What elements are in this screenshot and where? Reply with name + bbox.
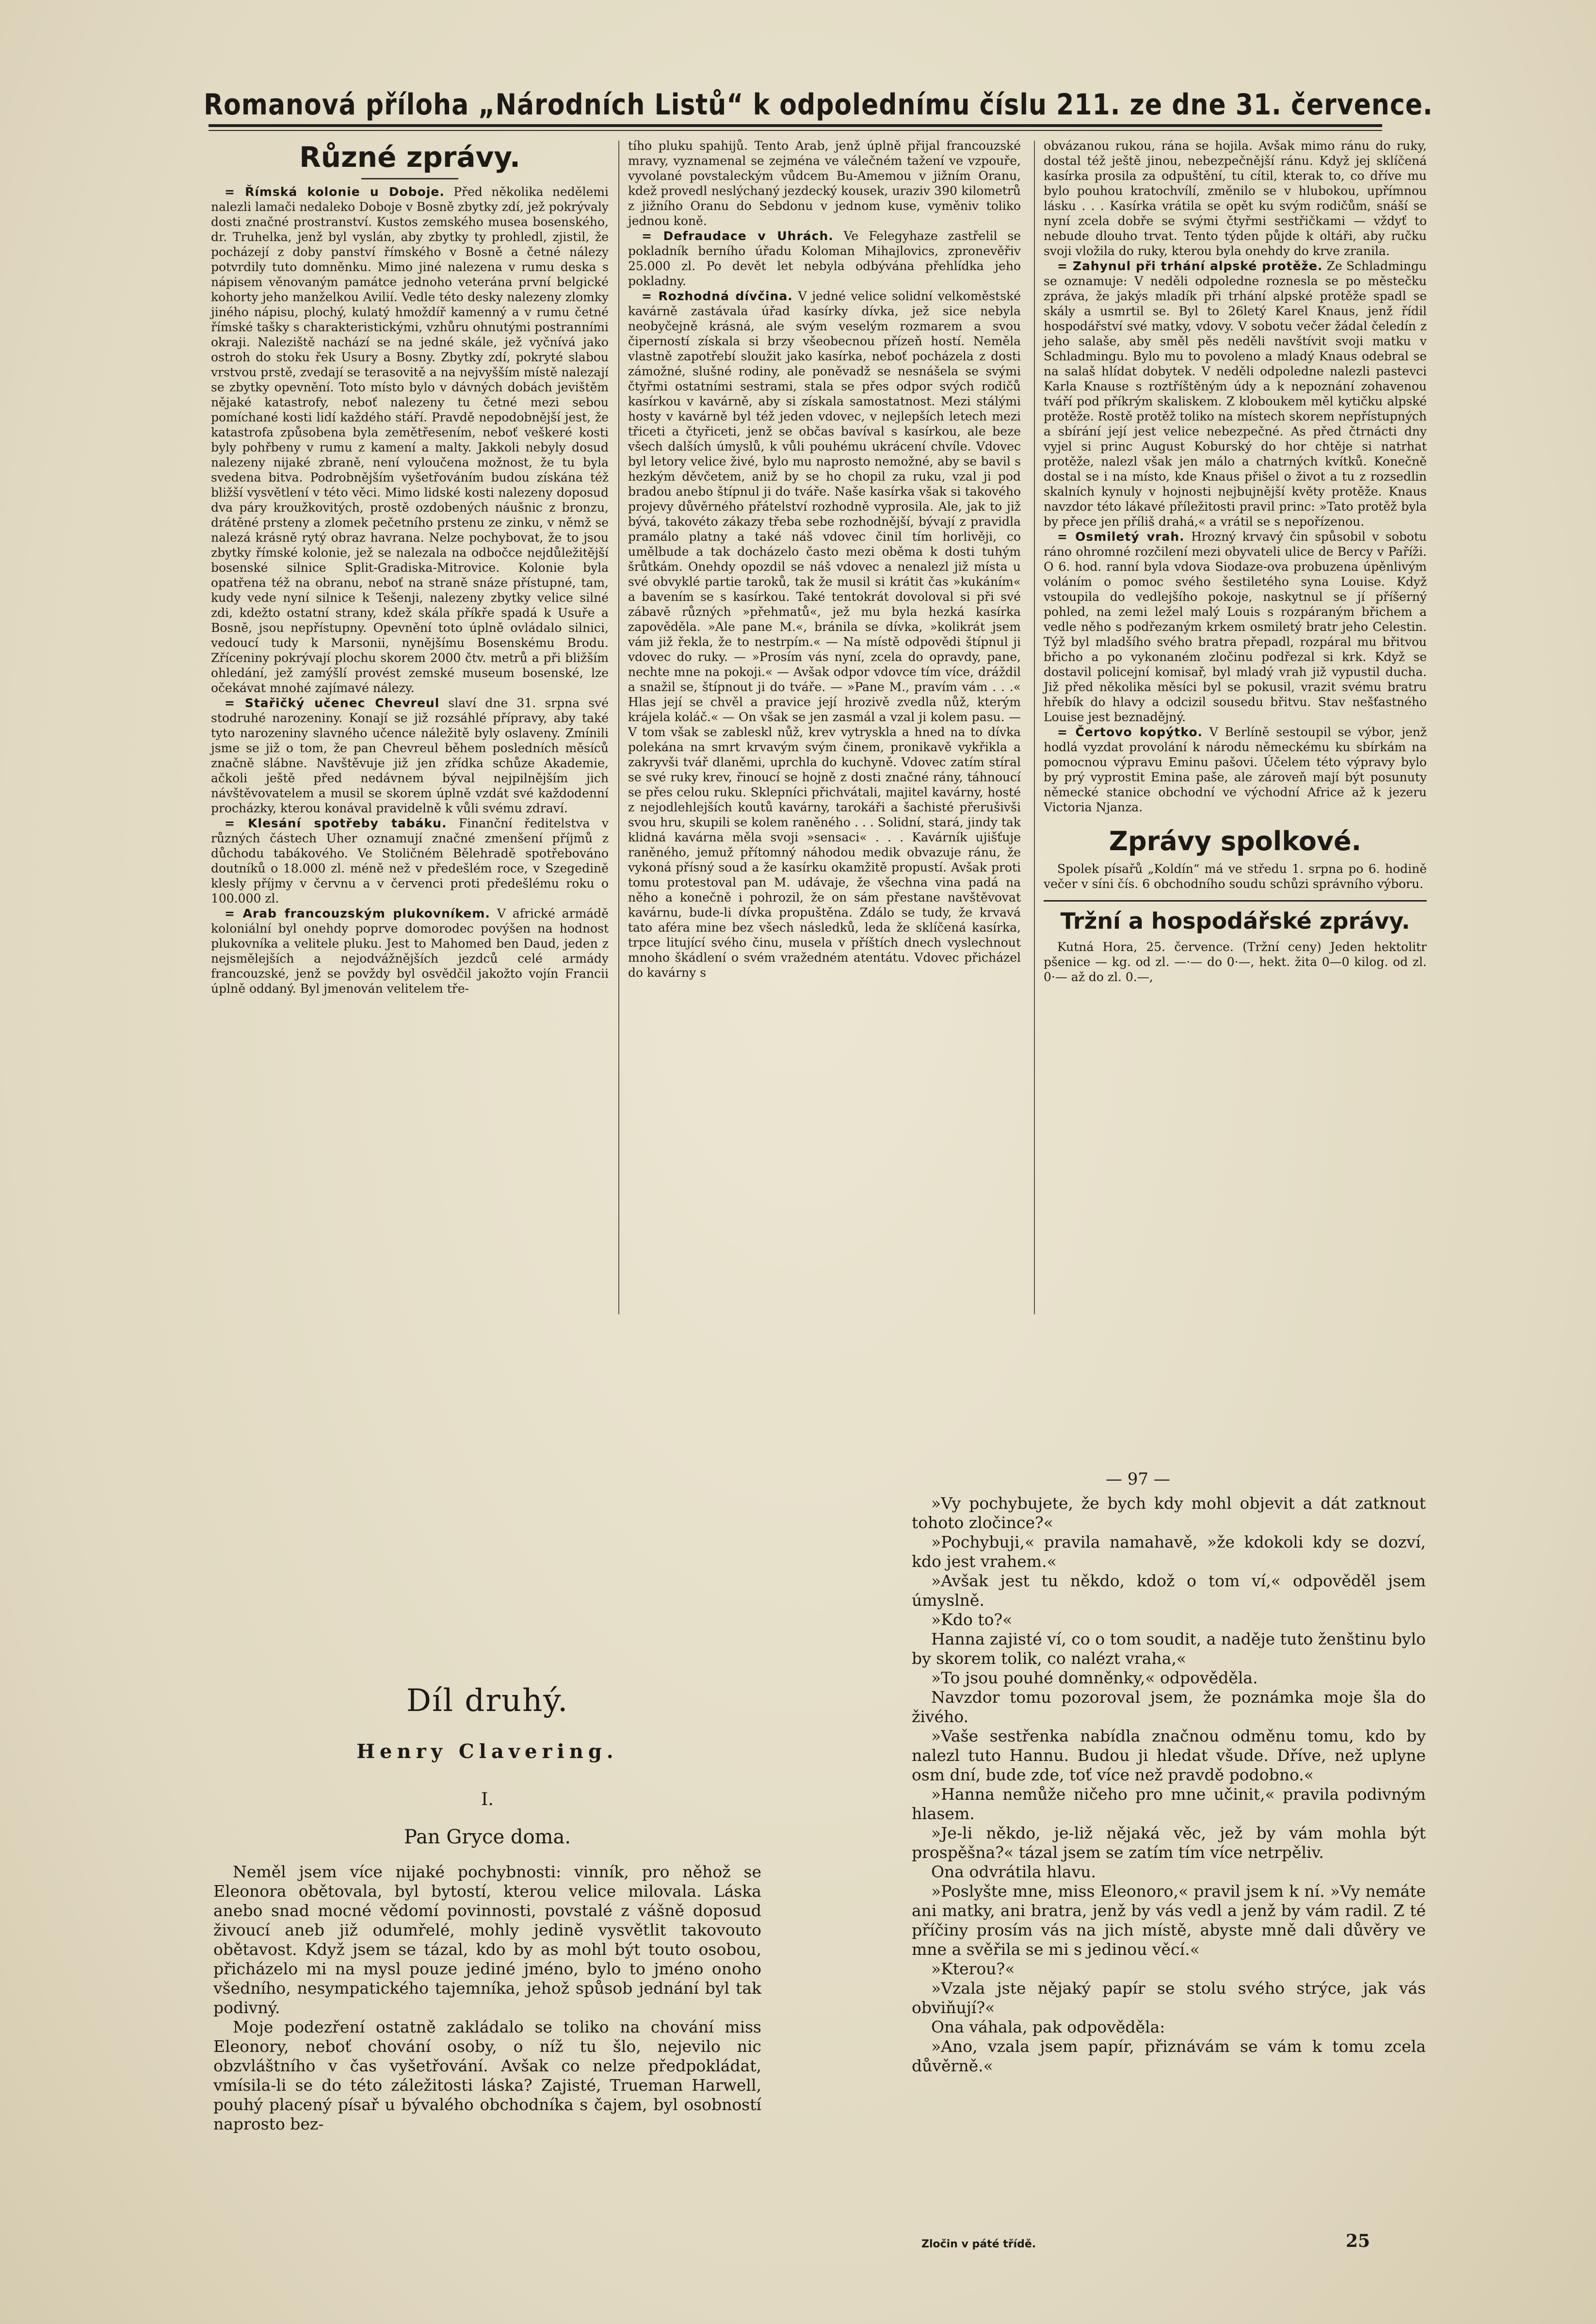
news-text: V Berlíně sestoupil se výbor, jenž hodlá vyzdat provolání k národu německému ku sbírkám na pomocnou výpravu Eminu pašovi. Účelem této výpravy bylo by prý vyprostit Emina paše, ale zároveň mají být posunuty německé stanice obchodní ve východní Africe až k jezeru Victoria Njanza. [1044, 725, 1427, 814]
section-heading-trzni-zpravy: Tržní a hospodářské zprávy. [1044, 900, 1427, 935]
novel-paragraph: Neměl jsem více nijaké pochybnosti: vinník, pro něhož se Eleonora obětovala, byl bytostí, kterou velice milovala. Láska anebo snad mocné vědomí povinnosti, povstalé z vášně doposud živoucí aneb již odumřelé, mohly jedině vysvětlit takovouto obětavost. Když jsem se tázal, kdo by as mohl být touto osobou, přicházelo mi na mysl pouze jediné jméno, bylo to jméno onoho všedního, nesympatického tajemníka, jehož spůsob jednání byl tak podivný. [213, 1862, 761, 2017]
news-item [628, 289, 1021, 980]
novel-paragraph: »Ano, vzala jsem papír, přiznávám se vám k tomu zcela důvěrně.« [912, 2037, 1426, 2075]
column-1 [211, 138, 609, 996]
section-heading-zpravy-spolkove: Zprávy spolkové. [1109, 826, 1362, 856]
news-rubric: = Rozhodná dívčina. [642, 289, 793, 303]
column-3 [1044, 138, 1427, 984]
news-item [211, 695, 609, 816]
novel-paragraph: »Kterou?« [931, 1959, 1015, 1978]
novel-paragraph: »Vaše sestřenka nabídla značnou odměnu tomu, kdo by nalezl tuto Hannu. Budou ji hledat všude. Dříve, než uplyne osm dní, bude zde, toť více než pravdě podobno.« [912, 1727, 1426, 1784]
section-heading-razne-zpravy: Různé zprávy. [299, 141, 520, 174]
news-text: tího pluku spahijů. Tento Arab, jenž úplně přijal francouzské mravy, vyznamenal se zejména ve válečném tažení ve vzpouře, vyvolané povstaleckým vůdcem Bu-Amemou v jižním Oranu, kdež provedl neslýchaný jezdecký kousek, uraziv 390 kilometrů z jižního Oranu do Sebdonu v jednom kuse, vyměniv toliko jednou koně. [628, 139, 1021, 228]
novel-paragraph: Navzdor tomu pozoroval jsem, že poznámka moje šla do živého. [912, 1688, 1426, 1726]
masthead-rule-thin [209, 130, 1382, 131]
news-rubric: = Římská kolonie u Doboje. [225, 185, 445, 199]
news-text: V jedné velice solidní velkoměstské kavárně zastávala úřad kasírky dívka, jež sice nebyla neobyčejně krásná, ale svým veselým rozmarem a svou čiperností získala si brzy všeobecnou přízeň hostí. Neměla vlastně zapotřebí sloužit jako kasírka, neboť pocházela z dosti zámožné, slušné rodiny, ale poněvadž se nesnášela se svými čtyřmi ostatními sestrami, stala se přes odpor svých rodičů kasírkou v kavárně, aby si získala samostatnost. Mezi stálými hosty v kavárně byl též jeden vdovec, v nejlepších letech mezi třiceti a čtyřiceti, jenž se občas bavíval s kasírkou, ale beze všech dalších úmyslů, k vůli pouhému ukrácení chvíle. Vdovec byl letory velice živé, bylo mu naprosto nemožné, aby se bavil s hezkým děvčetem, aniž by se ho chopil za ruku, vzal ji pod bradou anebo štípnul ji do tváře. Naše kasírka však si takového projevy důvěrného přátelství rozhodně vyprosila. Ale, jak to již bývá, takovéto zákazy třeba sebe rozhodnější, bývají z pravidla pramálo platny a také náš vdovec činil tím horlivěji, co umělbude a tak docházelo často mezi oběma k dosti tuhým šrůtkám. Onehdy opozdil se náš vdovec a nenalezl již místa u své obvyklé partie taroků, tak že musil si krátit čas »kukáním« a bavením se s kasírkou. Také tentokrát dovoloval si při své zábavě různých »přehmatů«, jež mu byla hezká kasírka zapověděla. »Ale pane M.«, bránila se dívka, »kolikrát jsem vám již řekla, že to nestrpím.« — Na místě odpovědi štípnul ji vdovec do ruky. — »Prosím vás nyní, zcela do opravdy, pane, nechte mne na pokoji.« — Avšak odpor vdovce tím více, dráždil a snažil se, štípnout ji do tváře. — »Pane M., pravím vám . . .« Hlas její se chvěl a pravice její hrozivě zvedla nůž, kterým krájela koláč.« — On však se jen zasmál a vzal ji kolem pasu. — V tom však se zableskl nůž, krev vytryskla a hned na to dívka polekána na smrt krvavým svým činem, pronikavě vykřikla a zakryvši tvář dlaněmi, uprchla do kuchyně. Vdovec zatím stíral se své ruky krev, řinoucí se hojně z dosti značné rány, táhnoucí se přes celou ruku. Sklepníci přichvátali, majitel kavárny, hosté z nejodlehlejších koutů kavárny, tarokáři a šachisté přerušivši svou hru, skupili se kolem raněného . . . Solidní, stará, jindy tak klidná kavárna měla svoji »sensaci« . . . Kavárník ujišťuje raněného, jemuž přítomný náhodou medik obvazuje ránu, že vykoná přísný soud a že kasírku okamžitě propustí. Avšak proti tomu protestoval pan M. udávaje, že všechna vina padá na něho a konečně i pohrozil, že on sám přestane navštěvovat kavárnu, bude-li dívka propuštěna. Zdálo se tudy, že krvavá tato aféra mine bez všech následků, leda že sklíčená kasírka, trpce litující svého činu, musela v příštích dnech vyslechnout mnoho škádlení o svém vražedném atentátu. Vdovec přicházel do kavárny s [628, 289, 1021, 980]
news-text: V africké armádě koloniální byl onehdy poprve domorodec povýšen na hodnost plukovníka a velitele pluku. Jest to Mahomed ben Daud, jeden z nejsmělejších a nejodvážnějších jezdců celé armády francouzské, jenž se povždy byl osvědčil jakožto vojín Francii úplně oddaný. Byl jmenován velitelem tře- [211, 906, 609, 996]
novel-sheet-number: 25 [1346, 2231, 1370, 2251]
news-item [211, 816, 609, 906]
novel-column-left [213, 1862, 761, 2134]
novel-paragraph: »Je-li někdo, je-liž nějaká věc, jež by vám mohla být prospěšna?« tázal jsem se zatím tím více netrpěliv. [912, 1824, 1426, 1862]
novel-part-title: Díl druhý. [406, 1683, 569, 1719]
news-text: Před několika nedělemi nalezli lamači nedaleko Doboje v Bosně zbytky zdí, jež pokrývaly dosti značné prostranství. Kustos zemského musea bosenského, dr. Truhelka, jenž byl vyslán, aby zbytky ty prohledl, zjistil, že pocházejí z doby panství římského v Bosně a četné nálezy potvrdily tuto domněnku. Mimo jiné nalezena v rumu deska s nápisem věnovaným památce jednoho veterána první belgické kohorty jeho manželkou Avilií. Vedle této desky nalezeny zlomky jiného nápisu, plochý, kulatý hmoždíř kamenný a v rumu četné římské tašky s charakteristickými, vzhůru ohnutými postranními okraji. Naleziště nachází se na jedné skále, jež vyčnívá jako ostroh do stoku řek Usury a Bosny. Zbytky zdí, pokryté slabou vrstvou prstě, zvedají se terasovitě a na nejvyšším místě nalezají se zbytky opevnění. Toto místo bylo v dávných dobách jevištěm nějaké katastrofy, neboť nalezeny tu četné mezi sebou pomíchané kosti lidí každého stáří. Pravdě nepodobnější jest, že katastrofa způsobena byla zemětřesením, neboť veškeré kosti byly pohřbeny v rumu z kamení a malty. Jakkoli nebyly dosud nalezeny nijaké zbraně, není vyloučena možnost, že tu byla svedena bitva. Podrobnějším vyšetřováním budou získána též bližší vysvětlení v této věci. Mimo lidské kosti nalezeny doposud dva páry kroužkovitých, prostě ozdobených náušnic z bronzu, drátěné prsteny a zlomek pečetního prstenu ze zinku, v němž se nalezá krásně rytý obraz havrana. Nelze pochybovat, že to jsou zbytky římské kolonie, jež se nalezala na odbočce nejdůležitější bosenské silnice Split-Gradiska-Mitrovice. Kolonie byla opatřena též na obranu, neboť na straně snáze přístupné, tam, kudy vede nyní silnice k Tešenji, nalezeny zbytky velice silné zdi, kdežto ostatní strany, kdež skála příkře spadá k Usuře a Bosně, jsou nepřístupny. Opevnění toto úplně ovládalo silnici, vedoucí tudy k Marsonii, nynějšímu Bosenskému Brodu. Zříceniny pokrývají plochu skorem 2000 čtv. metrů a při bližším ohledání, jež zamýšlí provést zemské museum bosenské, lze očekávat mnohé zajímavé nálezy. [211, 185, 609, 695]
news-item [1044, 529, 1427, 725]
novel-paragraph: Ona odvrátila hlavu. [931, 1862, 1096, 1881]
news-rubric: = Klesání spotřeby tabáku. [225, 816, 447, 830]
news-rubric: = Stařičký učenec Chevreul [225, 696, 440, 710]
novel-paragraph: »Poslyšte mne, miss Eleonoro,« pravil jsem k ní. »Vy nemáte ani matky, ani bratra, jenž by vás vedl a jenž by vám radil. Z té příčiny prosím vás na jich místě, abyste mně dali důvěry ve mne a svěřila se mi s jedinou věcí.« [912, 1882, 1426, 1959]
news-rubric: = Zahynul při trhání alpské protěže. [1057, 259, 1323, 273]
novel-paragraph: »Pochybuji,« pravila namahavě, »že kdokoli kdy se dozví, kdo jest vrahem.« [912, 1533, 1426, 1571]
news-item [1044, 258, 1427, 529]
club-news-text: Spolek písařů „Koldín“ má ve středu 1. srpna po 6. hodině večer v síni čís. 6 obchodního soudu schůzi správního výboru. [1044, 862, 1427, 891]
news-item [628, 228, 1021, 289]
news-item [211, 906, 609, 996]
news-rubric: = Defraudace v Uhrách. [642, 229, 834, 243]
masthead-rule-thick [209, 124, 1382, 127]
column-divider [1034, 141, 1035, 1314]
heading-rule [361, 178, 458, 179]
news-text: slaví dne 31. srpna své stodruhé narozeniny. Konají se již rozsáhlé přípravy, aby také tyto narozeniny slavného učence náležitě byly oslaveny. Zmínili jsme se již o tom, že pan Chevreul během posledních měsíců značně slábne. Navštěvuje již jen zřídka schůze Akademie, ačkoli ještě před nedávnem býval nejpilnějším jich návštěvovatelem a musil se skorem úplně vzdát své každodenní procházky, kterou konával pravidelně k vůli svému zdraví. [211, 696, 609, 815]
news-text: obvázanou rukou, rána se hojila. Avšak mimo ránu do ruky, dostal též ještě jinou, nebezpečnější ránu. Když jej sklíčená kasírka prosila za odpuštění, tu cítil, kterak to, co dříve mu bylo pouhou kratochvílí, změnilo se v hlubokou, upřímnou lásku . . . Kasírka vrátila se opět ku svým rodičům, snáší se nyní zcela dobře se svými čtyřmi sestřičkami — vždyť to nebude dlouho trvat. Tento týden půjde k oltáři, aby ručku svoji vložila do ruky, kterou byla onehdy do krve zranila. [1044, 139, 1427, 258]
news-item [1044, 725, 1427, 815]
novel-paragraph: »Hanna nemůže ničeho pro mne učinit,« pravila podivným hlasem. [912, 1785, 1426, 1823]
novel-book-title: Henry Clavering. [356, 1740, 618, 1763]
novel-paragraph: »Avšak jest tu někdo, kdož o tom ví,« odpověděl jsem úmyslně. [912, 1571, 1426, 1610]
novel-paragraph: »Vzala jste nějaký papír se stolu svého strýce, jak vás obviňují?« [912, 1979, 1426, 2017]
column-divider [618, 141, 619, 1314]
news-item [1044, 138, 1427, 258]
news-text: Finanční ředitelstva v různých částech Uher oznamují značné zmenšení příjmů z důchodu tabákového. Ve Stoličném Bělehradě spotřebováno doutníků o 18.000 zl. méně než v předešlém roce, v Szegedině klesly příjmy v červnu a v červenci proti předešlému roku o 100.000 zl. [211, 816, 609, 905]
novel-paragraph: Hanna zajisté ví, co o tom soudit, a naděje tuto ženštinu bylo by skorem tolik, co nalézt vraha,« [912, 1630, 1426, 1668]
column-2 [628, 138, 1021, 980]
news-text: Ze Schladmingu se oznamuje: V neděli odpoledne roznesla se po městečku zpráva, že jakýs mladík při trhání alpské protěže spadl se skály a usmrtil se. Byl to 26letý Karel Knaus, jenž řídil hospodářství své matky, vdovy. V sobotu večer žádal čeledín z jeho salaše, aby směl pěs neděli navštívit svoji matku v Schladmingu. Bylo mu to povoleno a mladý Knaus odebral se na salaš hlídat dobytek. V neděli odpoledne nalezli pastevci Karla Knause s roztříštěným údy a k nepoznání zohavenou tváří pod příkrým skaliskem. Z kloboukem měl kytičku alpské protěže. Rostě protěž toliko na místech skorem nepřístupných a sbírání její jest velice nebezpečné. As před čtrnácti dny vyjel si princ August Koburský do hor chtěje si natrhat protěže, nalezl však jen málo a chatrných kvítků. Konečně dostal se i na místo, kde Knaus přišel o život a tu z rozsedlin skalních kynuly v hojnosti nejbujnější květy protěže. Knaus navzdor této lákavé příležitosti pravil princ: »Tato protěž byla by přece jen příliš drahá,« a vrátil se s nepořízenou. [1044, 259, 1427, 529]
news-rubric: = Osmiletý vrah. [1057, 530, 1185, 544]
novel-chapter-number: I. [481, 1790, 494, 1809]
novel-paragraph: Moje podezření ostatně zakládalo se toliko na chování miss Eleonory, neboť chování osoby, o níž tu šlo, nejevilo nic obzvláštního v čas vyšetřování. Avšak co nelze předpokládat, vmísila-li se do této záležitosti láska? Zajisté, Trueman Harwell, pouhý placený písař u bývalého obchodníka s čajem, byl osobností naprosto bez- [213, 2017, 761, 2133]
news-rubric: = Arab francouzským plukovníkem. [225, 906, 490, 920]
novel-footer-title: Zločin v páté třídě. [921, 2238, 1036, 2250]
novel-paragraph: »To jsou pouhé domněnky,« odpověděla. [931, 1668, 1258, 1687]
masthead: Romanová příloha „Národních Listů“ k odpolednímu číslu 211. ze dne 31. července. [204, 88, 1433, 122]
novel-paragraph: »Vy pochybujete, že bych kdy mohl objevit a dát zatknout tohoto zločince?« [912, 1494, 1426, 1532]
news-item [628, 138, 1021, 228]
news-text: Ve Felegyhaze zastřelil se pokladník berního úřadu Koloman Mihajlovics, zpronevěřiv 25.000 zl. Po devět let nebyla odbývána přehlídka jeho pokladny. [628, 229, 1021, 288]
news-rubric: = Čertovo kopýtko. [1057, 725, 1203, 739]
page-number: — 97 — [1106, 1469, 1170, 1489]
news-text: Hrozný krvavý čin spůsobil v sobotu ráno ohromné rozčilení mezi obyvateli ulice de Bercy v Paříži. O 6. hod. ranní byla vdova Siodaze-ova probuzena úpěnlivým voláním o pomoc svého šestiletého syna Louise. Když vstoupila do vedlejšího pokoje, naskytnul se jí příšerný pohled, na zemi ležel malý Louis s rozpáraným břichem a vedle něho s podřezaným krkem osmiletý bratr jeho Celestin. Týž byl mladšího svého bratra přepadl, rozpáral mu břitvou břicho a po vykonaném zločinu podřezal si krk. Když se dostavil policejní komisař, byl mladý vrah již vypustil ducha. Již před několika měsíci byl se pokusil, vrazit svému bratru hřebík do hlavy a odcizil sousedu břitvu. Stav nešťastného Louise jest beznadějný. [1044, 530, 1427, 724]
news-item [211, 184, 609, 695]
market-news-text: Kutná Hora, 25. července. (Tržní ceny) Jeden hektolitr pšenice — kg. od zl. —·— do 0·—, hekt. žita 0—0 kilog. od zl. 0·— až do zl. 0.—, [1044, 940, 1427, 984]
novel-paragraph: Ona váhala, pak odpověděla: [931, 2017, 1165, 2036]
novel-column-right [912, 1494, 1426, 2076]
novel-chapter-title: Pan Gryce doma. [403, 1826, 571, 1848]
novel-paragraph: »Kdo to?« [931, 1610, 1013, 1629]
